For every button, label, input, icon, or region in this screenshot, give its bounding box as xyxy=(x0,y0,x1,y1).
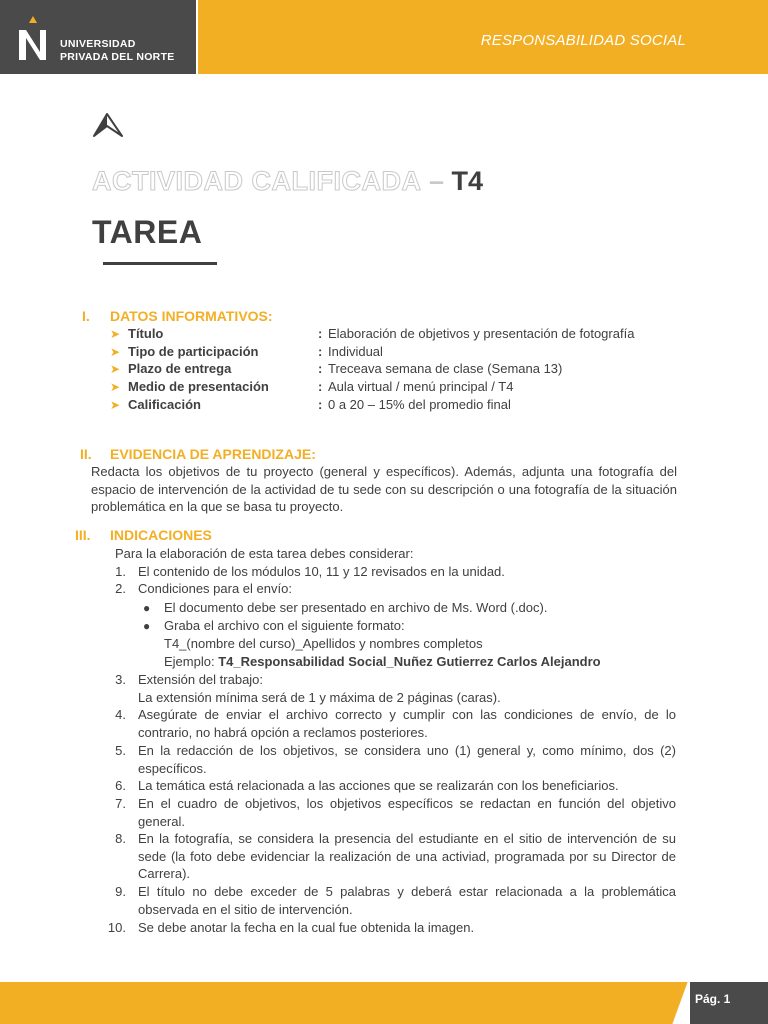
info-label: Tipo de participación xyxy=(128,344,259,359)
list-number: 3. xyxy=(115,672,126,687)
list-item-8: En la fotografía, se considera la presencia del estudiante en el sitio de intervención de su sede (la foto debe evidenciar la realización de una activiad, programada por su Director de Carrera). xyxy=(138,831,676,881)
university-logo-icon xyxy=(16,16,50,62)
info-separator: : xyxy=(318,361,323,376)
info-separator: : xyxy=(318,344,323,359)
bullet-dot-icon: ● xyxy=(143,601,151,615)
file-format: T4_(nombre del curso)_Apellidos y nombres completos xyxy=(164,636,483,651)
section-3-heading: INDICACIONES xyxy=(110,527,212,543)
header-logo-panel xyxy=(0,0,196,74)
activity-title-dash: – xyxy=(421,166,452,196)
logo-line-1: UNIVERSIDAD xyxy=(60,38,136,50)
info-value: Aula virtual / menú principal / T4 xyxy=(328,379,514,394)
course-name: RESPONSABILIDAD SOCIAL xyxy=(480,32,686,49)
example-label: Ejemplo: xyxy=(164,654,219,669)
title-underline xyxy=(103,262,217,265)
info-value: 0 a 20 – 15% del promedio final xyxy=(328,397,511,412)
info-row-grade xyxy=(110,397,710,414)
list-number: 7. xyxy=(115,796,126,811)
list-item-1: El contenido de los módulos 10, 11 y 12 revisados en la unidad. xyxy=(138,564,505,579)
arrow-bullet-icon: ➤ xyxy=(110,398,121,412)
list-number: 10. xyxy=(107,920,126,935)
info-separator: : xyxy=(318,379,323,394)
info-row-participation xyxy=(110,344,710,361)
arrow-bullet-icon: ➤ xyxy=(110,362,121,376)
activity-code: T4 xyxy=(451,166,484,196)
section-2-heading: EVIDENCIA DE APRENDIZAJE: xyxy=(110,446,316,462)
sub-bullet-1: El documento debe ser presentado en archivo de Ms. Word (.doc). xyxy=(164,600,548,615)
bullet-dot-icon: ● xyxy=(143,619,151,633)
info-row-medium xyxy=(110,379,710,396)
list-item-4: Asegúrate de enviar el archivo correcto y cumplir con las condiciones de envío, de lo contrario, no habrá opción a reclamos posteriores. xyxy=(138,707,676,740)
logo-line-2: PRIVADA DEL NORTE xyxy=(60,51,175,63)
arrow-bullet-icon: ➤ xyxy=(110,345,121,359)
list-item-3: Extensión del trabajo: xyxy=(138,672,264,687)
info-label: Título xyxy=(128,326,164,341)
activity-title-outline: ACTIVIDAD CALIFICADA xyxy=(92,166,422,196)
section-3-intro: Para la elaboración de esta tarea debes considerar: xyxy=(115,546,414,561)
section-2-number: II. xyxy=(80,446,92,462)
section-2-body: Redacta los objetivos de tu proyecto (general y específicos). Además, adjunta una fotografía del espacio de intervención de la actividad de tu sede con su descripción o una fotografía de la situación problemática en la que se basa tu proyecto. xyxy=(91,464,677,514)
list-number: 8. xyxy=(115,831,126,846)
list-item-7: En el cuadro de objetivos, los objetivos específicos se redactan en función del objetivo general. xyxy=(138,796,676,829)
arrow-bullet-icon: ➤ xyxy=(110,380,121,394)
list-item-3-detail: La extensión mínima será de 1 y máxima de 2 páginas (caras). xyxy=(138,690,501,705)
info-label: Calificación xyxy=(128,397,201,412)
section-1-heading: DATOS INFORMATIVOS: xyxy=(110,308,273,324)
navigation-arrow-icon xyxy=(90,110,126,140)
university-name xyxy=(60,38,175,64)
section-1-number: I. xyxy=(82,308,90,324)
info-value: Elaboración de objetivos y presentación de fotografía xyxy=(328,326,635,341)
activity-title xyxy=(92,166,483,197)
sub-bullet-2: Graba el archivo con el siguiente formato: xyxy=(164,618,405,633)
info-value: Individual xyxy=(328,344,383,359)
list-item-6: La temática está relacionada a las acciones que se realizarán con los beneficiarios. xyxy=(138,778,619,793)
arrow-bullet-icon: ➤ xyxy=(110,327,121,341)
file-example xyxy=(164,653,601,671)
list-number: 2. xyxy=(115,581,126,596)
list-number: 5. xyxy=(115,743,126,758)
info-separator: : xyxy=(318,397,323,412)
info-label: Medio de presentación xyxy=(128,379,269,394)
info-label: Plazo de entrega xyxy=(128,361,232,376)
list-item-9: El título no debe exceder de 5 palabras y deberá estar relacionada a la problemática observada en el sitio de intervención. xyxy=(138,884,676,917)
example-value: T4_Responsabilidad Social_Nuñez Gutierrez Carlos Alejandro xyxy=(218,654,601,669)
activity-type: TAREA xyxy=(92,214,203,250)
page-number: Pág. 1 xyxy=(695,992,731,1006)
info-row-deadline xyxy=(110,361,710,378)
list-number: 9. xyxy=(115,884,126,899)
list-item-10: Se debe anotar la fecha en la cual fue obtenida la imagen. xyxy=(138,920,475,935)
info-separator: : xyxy=(318,326,323,341)
info-value: Treceava semana de clase (Semana 13) xyxy=(328,361,563,376)
list-item-5: En la redacción de los objetivos, se considera uno (1) general y, como mínimo, dos (2) específicos. xyxy=(138,743,676,776)
list-number: 1. xyxy=(115,564,126,579)
footer-bar xyxy=(0,982,690,1024)
section-3-number: III. xyxy=(75,527,91,543)
info-row-title xyxy=(110,326,710,343)
list-item-2: Condiciones para el envío: xyxy=(138,581,292,596)
list-number: 6. xyxy=(115,778,126,793)
list-number: 4. xyxy=(115,707,126,722)
